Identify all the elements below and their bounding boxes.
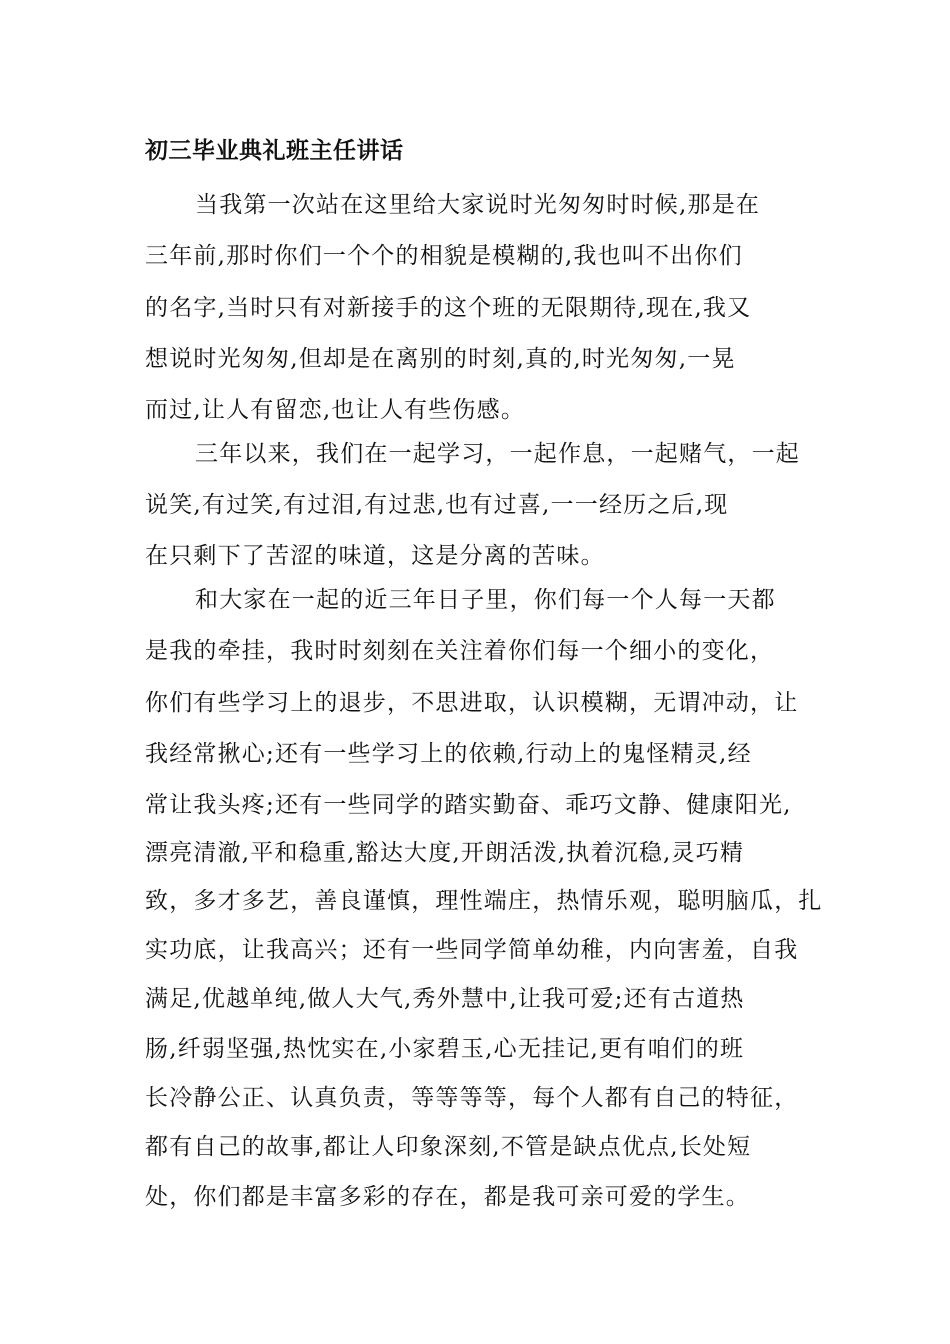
paragraph-3-line-4: 我经常揪心;还有一些学习上的依赖,行动上的鬼怪精灵,经 — [145, 741, 752, 767]
paragraph-3-line-2: 是我的牵挂，我时时刻刻在关注着你们每一个细小的变化， — [145, 638, 775, 664]
paragraph-3-line-1: 和大家在一起的近三年日子里，你们每一个人每一天都 — [195, 587, 776, 613]
paragraph-2-line-1: 三年以来，我们在一起学习，一起作息，一起赌气，一起 — [195, 441, 800, 467]
paragraph-3-line-13: 处，你们都是丰富多彩的存在，都是我可亲可爱的学生。 — [145, 1184, 750, 1210]
paragraph-3-line-8: 实功底，让我高兴；还有一些同学简单幼稚，内向害羞，自我 — [145, 937, 799, 963]
paragraph-3-line-5: 常让我头疼;还有一些同学的踏实勤奋、乖巧文静、健康阳光, — [145, 792, 792, 818]
paragraph-1-line-4: 想说时光匆匆,但却是在离别的时刻,真的,时光匆匆,一晃 — [145, 346, 736, 372]
paragraph-3-line-11: 长冷静公正、认真负责，等等等等，每个人都有自己的特征， — [145, 1085, 799, 1111]
paragraph-2-line-2: 说笑,有过笑,有过泪,有过悲,也有过喜,一一经历之后,现 — [145, 492, 729, 518]
paragraph-1-line-2: 三年前,那时你们一个个的相貌是模糊的,我也叫不出你们 — [145, 243, 743, 269]
paragraph-3-line-9: 满足,优越单纯,做人大气,秀外慧中,让我可爱;还有古道热 — [145, 986, 745, 1012]
paragraph-1-line-3: 的名字,当时只有对新接手的这个班的无限期待,现在,我又 — [145, 295, 752, 321]
paragraph-2-line-3: 在只剩下了苦涩的味道，这是分离的苦味。 — [145, 543, 605, 569]
paragraph-1-line-1: 当我第一次站在这里给大家说时光匆匆时时候,那是在 — [195, 192, 761, 218]
paragraph-3-line-10: 肠,纤弱坚强,热忱实在,小家碧玉,心无挂记,更有咱们的班 — [145, 1036, 745, 1062]
paragraph-1-line-5: 而过,让人有留恋,也让人有些伤感。 — [145, 397, 526, 423]
paragraph-3-line-12: 都有自己的故事,都让人印象深刻,不管是缺点优点,长处短 — [145, 1134, 752, 1160]
paragraph-3-line-7: 致，多才多艺，善良谨慎，理性端庄，热情乐观，聪明脑瓜，扎 — [145, 888, 823, 914]
paragraph-3-line-6: 漂亮清澈,平和稳重,豁达大度,开朗活泼,执着沉稳,灵巧精 — [145, 840, 745, 866]
paragraph-3-line-3: 你们有些学习上的退步，不思进取，认识模糊，无谓冲动，让 — [145, 690, 799, 716]
document-title: 初三毕业典礼班主任讲话 — [145, 137, 404, 164]
